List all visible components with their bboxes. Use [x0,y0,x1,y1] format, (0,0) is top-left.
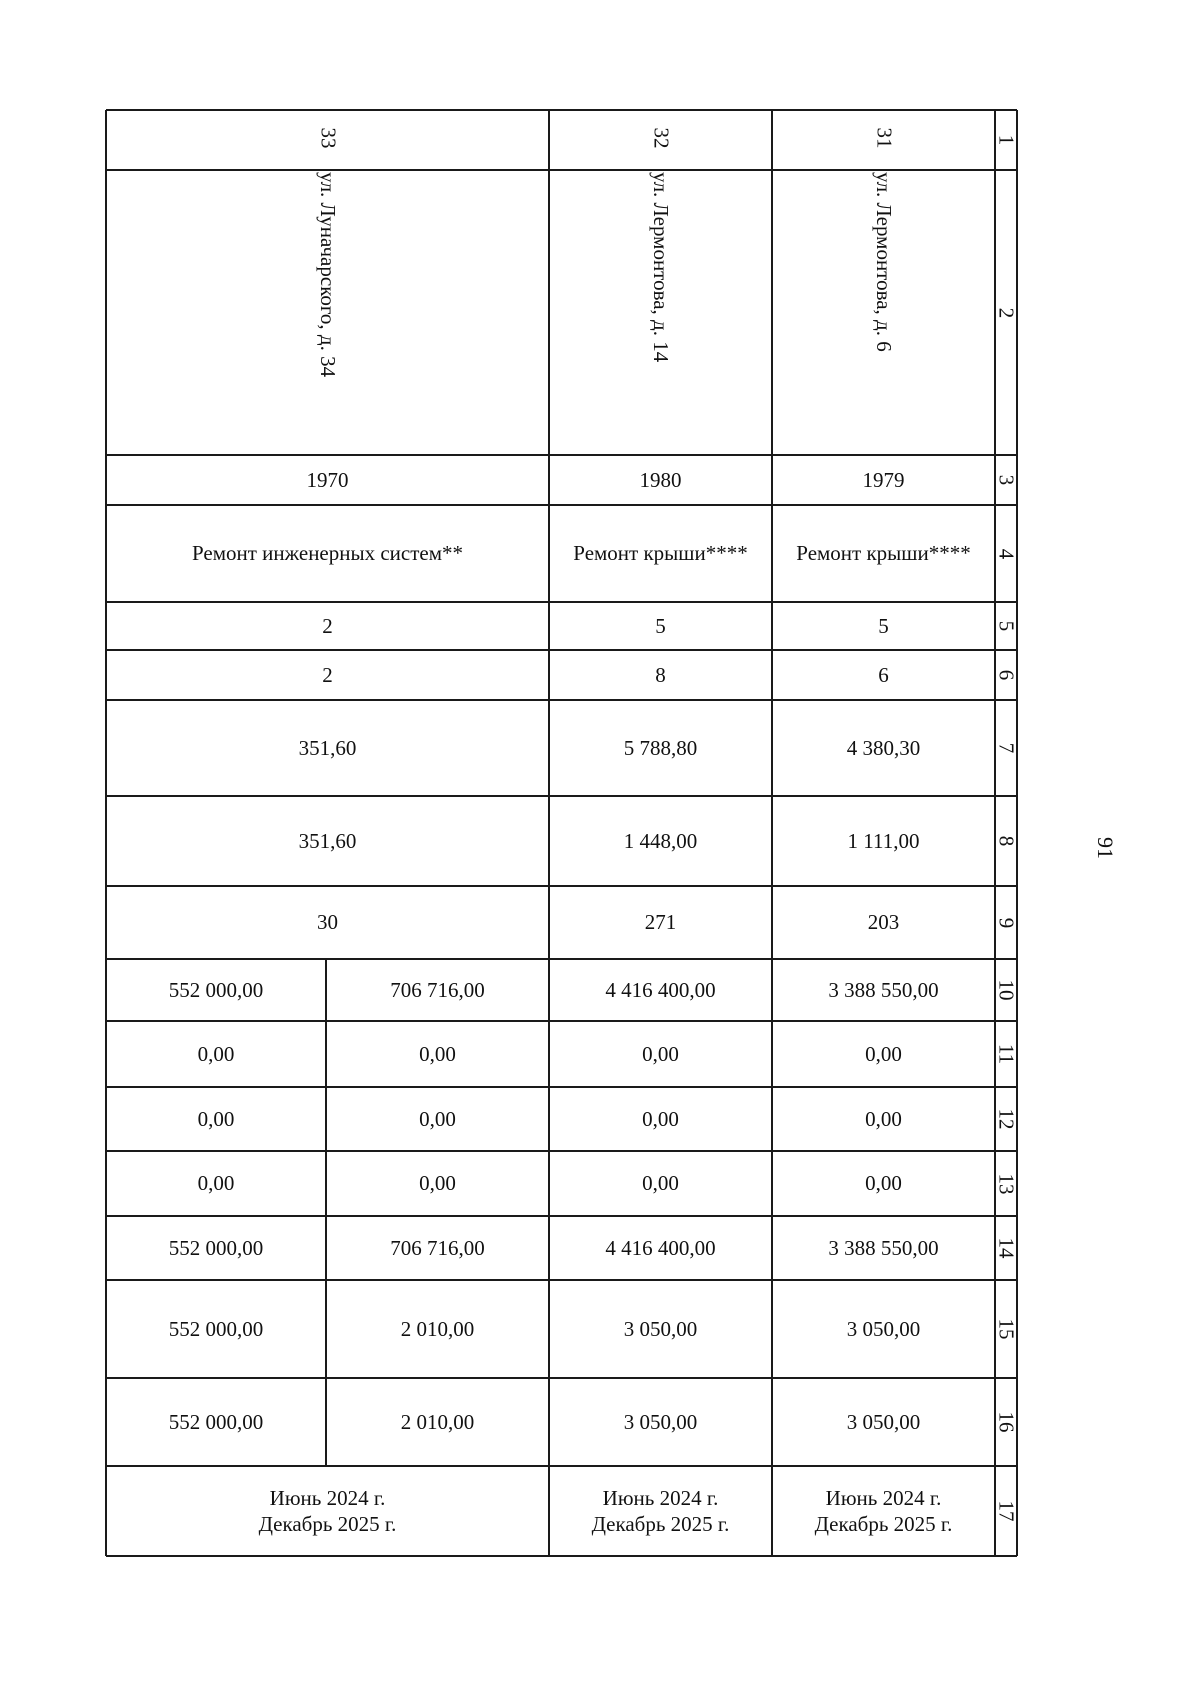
value-cell: 4 380,30 [846,735,921,760]
value-cell: 0,00 [865,1041,902,1066]
column-number: 1 [994,134,1019,146]
value-cell: 0,00 [419,1171,456,1196]
column-number: 7 [994,742,1019,754]
value-cell: 0,00 [197,1041,235,1066]
value-cell: 5 788,80 [623,735,698,760]
column-number: 6 [994,669,1019,681]
value-cell: 2 [322,662,333,687]
column-number: 2 [994,307,1019,318]
value-cell: 351,60 [298,828,357,853]
value-cell: 3 050,00 [846,1409,921,1434]
column-number: 17 [994,1500,1019,1522]
work-period [106,1466,549,1556]
value-cell: 3 050,00 [623,1316,698,1341]
value-cell: 3 050,00 [623,1409,698,1434]
value-cell: 0,00 [865,1106,902,1131]
value-cell: 3 388 550,00 [828,977,939,1002]
period-end: Декабрь 2025 г. [814,1512,953,1536]
address-text: ул. Луначарского, д. 34 [315,172,340,378]
value-cell: 2 [322,613,333,638]
column-number: 14 [994,1237,1019,1259]
value-cell: 0,00 [642,1171,679,1196]
period-end: Декабрь 2025 г. [258,1512,397,1536]
work-period [549,1466,772,1556]
year-built: 1970 [306,467,349,492]
value-cell: 1 448,00 [623,828,698,853]
column-number: 3 [994,474,1019,486]
value-cell: 5 [655,613,666,638]
work-type: Ремонт инженерных систем** [191,541,464,566]
value-cell: 203 [867,910,900,935]
period-start: Июнь 2024 г. [269,1485,386,1510]
record-number: 31 [872,127,896,149]
year-built: 1980 [639,467,682,492]
value-cell: 0,00 [419,1106,456,1131]
column-number: 8 [994,835,1019,847]
column-number: 13 [994,1173,1019,1194]
value-cell: 351,60 [298,735,357,760]
value-cell: 3 050,00 [846,1316,921,1341]
value-cell: 4 416 400,00 [605,1235,716,1260]
value-cell: 552 000,00 [168,977,264,1002]
work-type: Ремонт крыши**** [796,541,971,566]
value-cell: 30 [317,910,338,935]
record-number: 33 [316,127,340,149]
value-cell: 0,00 [197,1171,235,1196]
table-border [106,109,1017,111]
work-type: Ремонт крыши**** [573,541,748,566]
period-start: Июнь 2024 г. [825,1485,942,1510]
period-start: Июнь 2024 г. [602,1485,719,1510]
row-rule [106,169,1017,171]
value-cell: 1 111,00 [847,828,920,853]
value-cell: 0,00 [419,1041,456,1066]
data-table [106,110,1017,1556]
page-number: 91 [1093,837,1118,859]
address-text: ул. Лермонтова, д. 14 [648,172,673,363]
column-number: 9 [994,917,1019,928]
column-number: 12 [994,1108,1019,1130]
year-built: 1979 [862,467,905,492]
value-cell: 0,00 [642,1041,679,1066]
column-number: 5 [994,620,1019,632]
value-cell: 8 [655,662,666,687]
address-text: ул. Лермонтова, д. 6 [871,172,896,352]
record-number: 32 [649,127,673,149]
value-cell: 6 [878,662,889,687]
column-number: 15 [994,1318,1019,1340]
value-cell: 0,00 [865,1171,902,1196]
column-number: 16 [994,1411,1019,1433]
value-cell: 552 000,00 [168,1409,264,1434]
value-cell: 552 000,00 [168,1316,264,1341]
work-period [772,1466,995,1556]
value-cell: 271 [644,910,677,935]
value-cell: 2 010,00 [400,1409,475,1434]
column-number: 11 [994,1043,1019,1065]
value-cell: 0,00 [642,1106,679,1131]
value-cell: 0,00 [197,1106,235,1131]
period-end: Декабрь 2025 г. [591,1512,730,1536]
column-number: 10 [994,979,1019,1001]
value-cell: 4 416 400,00 [605,977,716,1002]
value-cell: 706 716,00 [390,1235,485,1260]
column-number: 4 [994,548,1019,559]
value-cell: 5 [878,613,889,638]
value-cell: 552 000,00 [168,1235,264,1260]
value-cell: 2 010,00 [400,1316,475,1341]
value-cell: 706 716,00 [390,977,485,1002]
value-cell: 3 388 550,00 [828,1235,939,1260]
